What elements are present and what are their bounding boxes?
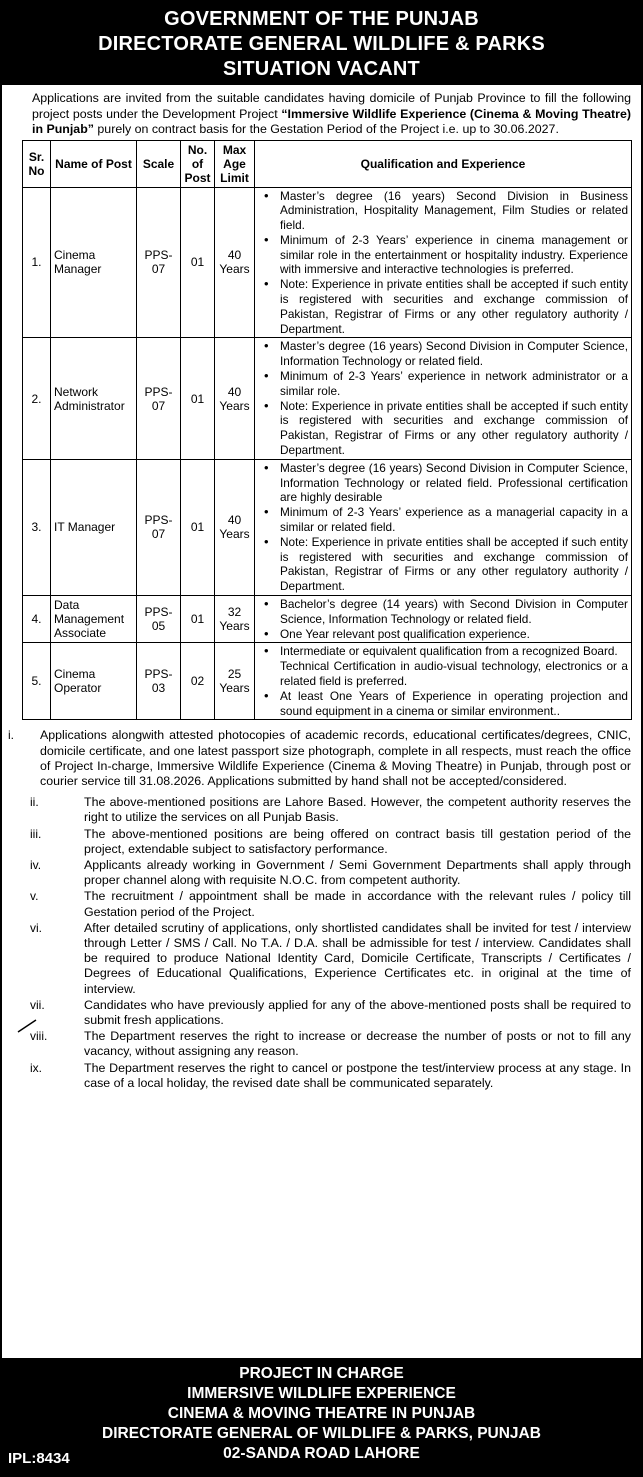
condition-text: The recruitment / appointment shall be made in accordance with the relevant rules / policy till Gestation period of the Project. — [84, 889, 631, 919]
cell-scale: PPS-03 — [137, 643, 181, 720]
footer-directorate: DIRECTORATE GENERAL OF WILDLIFE & PARKS, PUNJAB — [102, 1425, 541, 1442]
cell-no-of-post: 01 — [181, 596, 215, 643]
col-header-max-age: Max Age Limit — [215, 140, 255, 187]
intro-text-start: Applications are invited from the suitable candidates having domicile of Punjab Province to fill the following project posts under the Development Project — [32, 91, 631, 121]
condition-text: The Department reserves the right to cancel or postpone the test/interview process at any stage. In case of a local holiday, the revised date shall be communicated separately. — [84, 1060, 631, 1090]
cell-max-age: 40 Years — [215, 338, 255, 459]
qualification-item: Technical Certification in audio-visual technology, electronics or a related field is preferred. — [280, 659, 628, 688]
cell-sr: 2. — [23, 338, 51, 459]
cell-scale: PPS-05 — [137, 596, 181, 643]
qualification-item: • Master’s degree (16 years) Second Division in Computer Science, Information Technology or related field. Professional certification are highly desirable — [280, 461, 628, 505]
cell-max-age: 32 Years — [215, 596, 255, 643]
qualification-item: • Master’s degree (16 years) Second Division in Computer Science, Information Technology or related field. — [280, 339, 628, 369]
condition-text: Applications alongwith attested photocopies of academic records, educational certificates/degrees, CNIC, domicile certificate, and one latest passport size photograph, complete in all respects, must reach the office of Project In-charge, Immersive Wildlife Experience (Cinema & Moving Theatre) in Punjab, through post or courier service till 31.08.2026. Applications submitted by hand shall not be accepted/considered. — [40, 728, 631, 788]
cell-qualification — [255, 338, 632, 459]
footer-banner — [2, 1358, 641, 1475]
condition-text: The above-mentioned positions are being offered on contract basis till gestation period of the project, extendable subject to satisfactory performance. — [84, 826, 631, 856]
ipl-number: IPL:8434 — [8, 1450, 70, 1467]
cell-no-of-post: 01 — [181, 459, 215, 595]
table-row — [23, 338, 632, 459]
col-header-qualification: Qualification and Experience — [255, 140, 632, 187]
header-directorate: DIRECTORATE GENERAL WILDLIFE & PARKS — [98, 33, 545, 55]
table-header-row — [23, 140, 632, 187]
cell-sr: 3. — [23, 459, 51, 595]
condition-number: i. — [8, 728, 14, 743]
intro-project-name: “Immersive Wildlife Experience (Cinema & Moving Theatre) in Punjab” — [32, 106, 631, 136]
header-government: GOVERNMENT OF THE PUNJAB — [164, 8, 479, 30]
qualification-item: • Minimum of 2-3 Years’ experience as a managerial capacity in a similar or related field. — [280, 505, 628, 535]
posts-table — [22, 140, 632, 721]
table-row — [23, 596, 632, 643]
cell-sr: 5. — [23, 643, 51, 720]
qualification-item: • Bachelor’s degree (14 years) with Second Division in Computer Science, Information Technology or related field. — [280, 597, 628, 627]
table-row — [23, 459, 632, 595]
conditions-list — [8, 728, 631, 1091]
condition-item — [8, 889, 631, 919]
condition-text: After detailed scrutiny of applications, only shortlisted candidates shall be invited for test / interview through Letter / SMS / Call. No T.A. / D.A. shall be admissible for test / interview. Candidates shall be required to produce National Identity Card, Domicile Certificate, Transcripts / Certificates / Degrees of Educational Qualifications, Experience Certificates etc. in original at the time of interview. — [84, 920, 631, 996]
cell-post-name: Cinema Manager — [51, 187, 137, 338]
pen-mark-icon — [16, 1018, 38, 1034]
qualification-item: • One Year relevant post qualification experience. — [280, 627, 628, 642]
cell-post-name: Cinema Operator — [51, 643, 137, 720]
condition-number: vi. — [30, 920, 42, 935]
condition-item — [8, 921, 631, 997]
col-header-post-name: Name of Post — [51, 140, 137, 187]
cell-post-name: IT Manager — [51, 459, 137, 595]
condition-item — [8, 1029, 631, 1059]
condition-item — [8, 998, 631, 1028]
cell-qualification — [255, 643, 632, 720]
cell-no-of-post: 01 — [181, 187, 215, 338]
cell-max-age: 40 Years — [215, 459, 255, 595]
condition-item — [8, 728, 631, 789]
qualification-item: • Minimum of 2-3 Years’ experience in network administrator or a similar role. — [280, 369, 628, 399]
intro-text-end: purely on contract basis for the Gestation Period of the Project i.e. up to 30.06.2027. — [93, 122, 559, 136]
cell-post-name: Data Management Associate — [51, 596, 137, 643]
footer-project-in-charge: PROJECT IN CHARGE — [239, 1365, 404, 1382]
cell-scale: PPS-07 — [137, 459, 181, 595]
condition-number: iii. — [30, 826, 42, 841]
cell-qualification — [255, 459, 632, 595]
condition-number: ii. — [30, 795, 39, 810]
cell-post-name: Network Administrator — [51, 338, 137, 459]
cell-qualification — [255, 596, 632, 643]
cell-sr: 4. — [23, 596, 51, 643]
condition-item — [8, 1061, 631, 1091]
table-row — [23, 643, 632, 720]
cell-scale: PPS-07 — [137, 187, 181, 338]
condition-text: The Department reserves the right to increase or decrease the number of posts or not to fill any vacancy, without assigning any reason. — [84, 1029, 631, 1059]
qualification-item: • Note: Experience in private entities shall be accepted if such entity is registered with securities and exchange commission of Pakistan, Registrar of Firms or any other regulatory authority / Department. — [280, 399, 628, 458]
condition-item — [8, 858, 631, 888]
condition-text: Candidates who have previously applied for any of the above-mentioned posts shall be required to submit fresh applications. — [84, 997, 631, 1028]
condition-text: The above-mentioned positions are Lahore Based. However, the competent authority reserves the right to utilize the services on all Punjab Basis. — [84, 795, 631, 825]
cell-scale: PPS-07 — [137, 338, 181, 459]
qualification-item: • Minimum of 2-3 Years’ experience in cinema management or similar role in the entertainment or hospitality industry. Experience with immersive and interactive technologies is preferred. — [280, 233, 628, 277]
cell-no-of-post: 01 — [181, 338, 215, 459]
footer-cinema-theatre: CINEMA & MOVING THEATRE IN PUNJAB — [167, 1405, 476, 1422]
table-row — [23, 187, 632, 338]
cell-sr: 1. — [23, 187, 51, 338]
qualification-item: • Master’s degree (16 years) Second Division in Business Administration, Hospitality Management, Film Studies or related field. — [280, 189, 628, 233]
col-header-scale: Scale — [137, 140, 181, 187]
qualification-item: • Intermediate or equivalent qualification from a recognized Board. — [280, 644, 628, 659]
qualification-item: • Note: Experience in private entities shall be accepted if such entity is registered with securities and exchange commission of Pakistan, Registrar of Firms or any other regulatory authority / Department. — [280, 277, 628, 336]
cell-max-age: 25 Years — [215, 643, 255, 720]
col-header-sr: Sr. No — [23, 140, 51, 187]
cell-max-age: 40 Years — [215, 187, 255, 338]
qualification-item: • At least One Years of Experience in operating projection and sound equipment in a cinema or similar environment.. — [280, 689, 628, 719]
condition-number: v. — [30, 889, 39, 904]
qualification-item: • Note: Experience in private entities shall be accepted if such entity is registered with securities and exchange commission of Pakistan, Registrar of Firms or any other regulatory authority / Department. — [280, 535, 628, 594]
footer-project-name: IMMERSIVE WILDLIFE EXPERIENCE — [187, 1385, 456, 1402]
footer-address: 02-SANDA ROAD LAHORE — [223, 1445, 420, 1462]
condition-item — [8, 827, 631, 857]
cell-qualification — [255, 187, 632, 338]
col-header-no-of-post: No. of Post — [181, 140, 215, 187]
condition-number: iv. — [30, 858, 42, 873]
header-situation-vacant: SITUATION VACANT — [223, 58, 420, 80]
intro-paragraph — [32, 91, 631, 138]
header-banner — [2, 2, 641, 85]
cell-no-of-post: 02 — [181, 643, 215, 720]
condition-text: Applicants already working in Government / Semi Government Departments shall apply through proper channel along with requisite N.O.C. from competent authority. — [84, 858, 631, 888]
condition-item — [8, 795, 631, 825]
condition-number: viii. — [30, 1029, 48, 1044]
condition-number: ix. — [30, 1060, 42, 1075]
condition-number: vii. — [30, 997, 45, 1012]
